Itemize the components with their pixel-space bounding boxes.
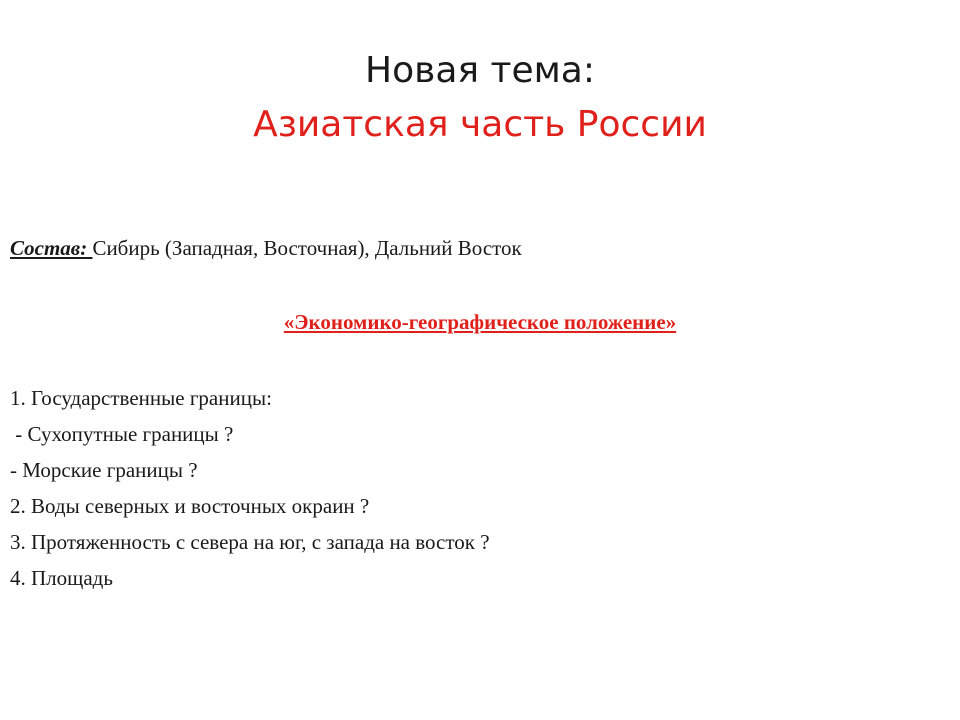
slide-body [10, 230, 950, 596]
title-line-new-topic: Новая тема: [365, 50, 595, 91]
slide-title [0, 44, 960, 152]
title-line-topic-name: Азиатская часть России [253, 104, 707, 145]
list-item: 2. Воды северных и восточных окраин ? [10, 494, 370, 518]
list-item: - Морские границы ? [10, 458, 198, 482]
section-heading: «Экономико-географическое положение» [283, 310, 677, 334]
list-item: - Сухопутные границы ? [10, 422, 234, 446]
composition-row [10, 230, 950, 266]
composition-text: Сибирь (Западная, Восточная), Дальний Восток [92, 236, 522, 260]
list-item: 4. Площадь [10, 566, 113, 590]
list-item: 1. Государственные границы: [10, 386, 272, 410]
composition-label: Состав: [10, 236, 93, 260]
list-item: 3. Протяженность с севера на юг, с запада на восток ? [10, 530, 490, 554]
